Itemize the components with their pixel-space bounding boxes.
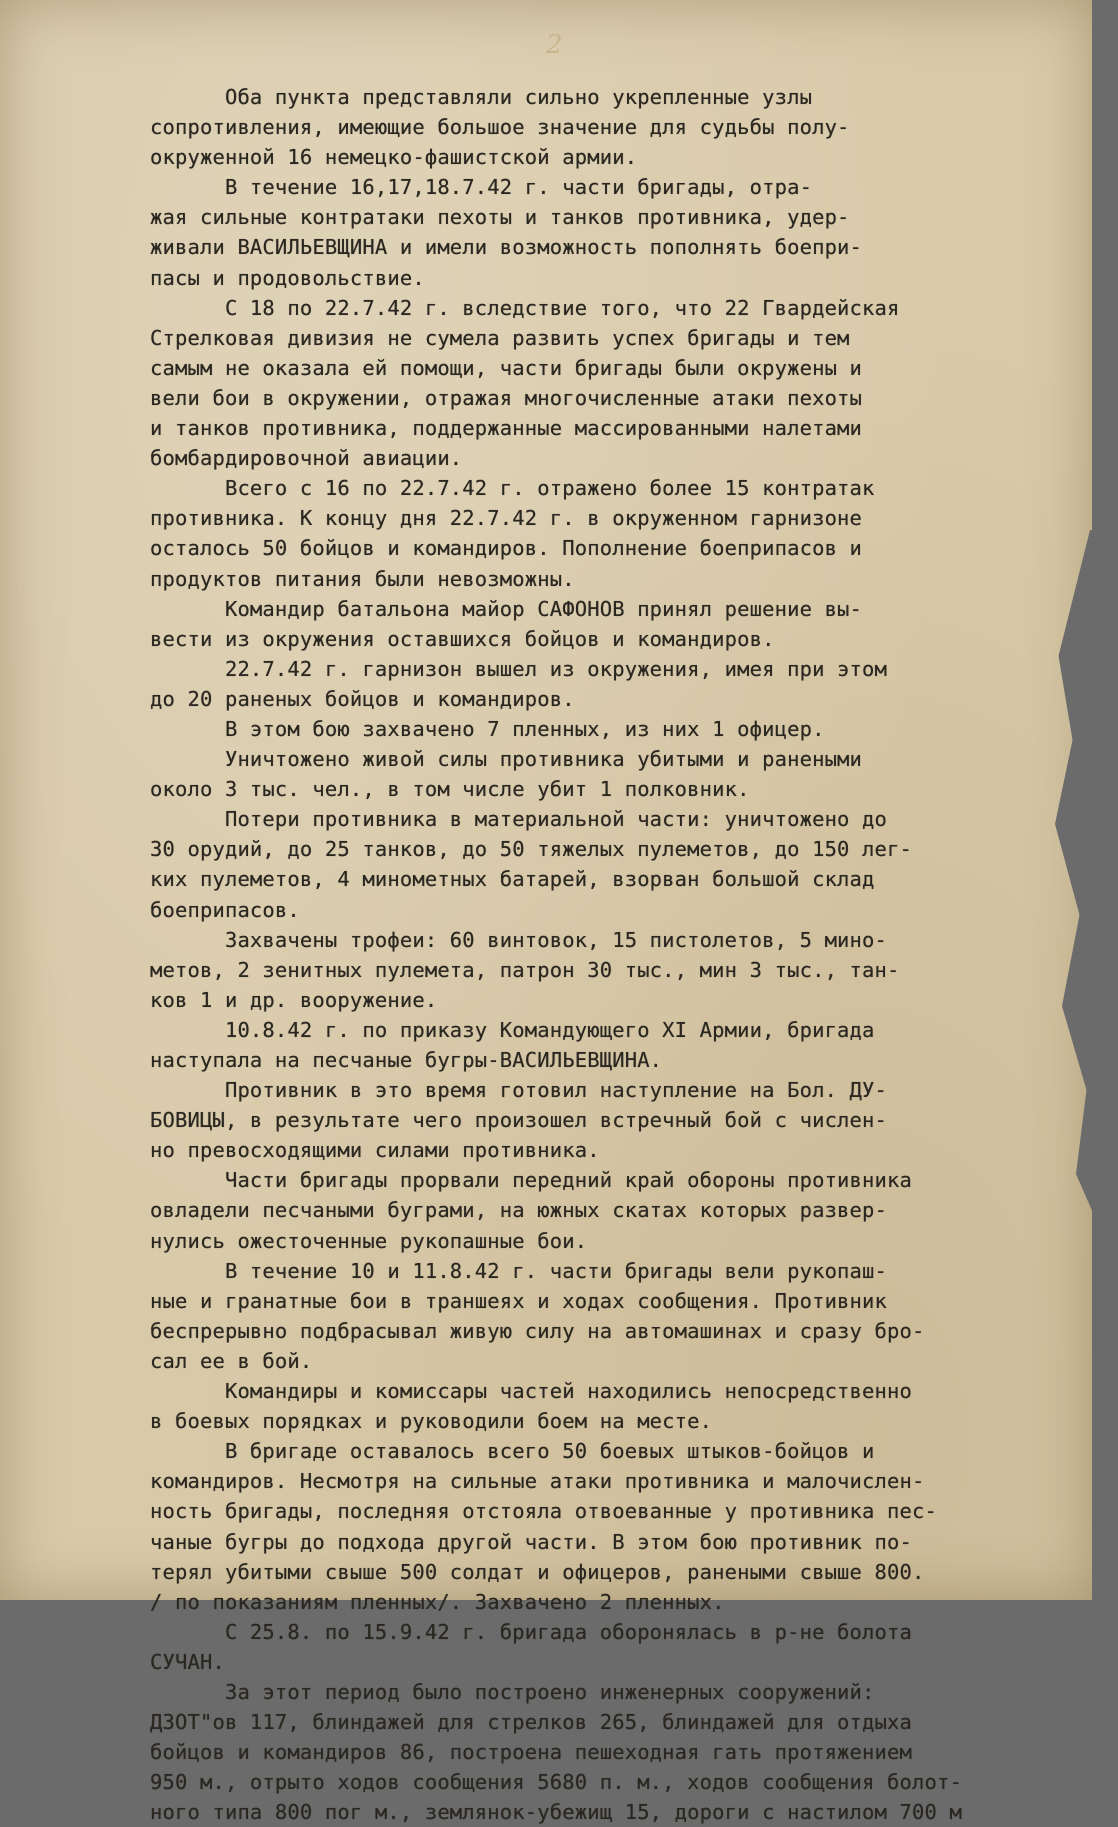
text-line: Захвачены трофеи: 60 винтовок, 15 пистолетов, 5 мино- [150, 927, 888, 952]
text-line: Части бригады прорвали передний край обороны противника [150, 1168, 913, 1193]
text-line: противника. К концу дня 22.7.42 г. в окруженном гарнизоне [150, 506, 863, 531]
typed-text-body [150, 82, 1105, 1827]
text-line: В бригаде оставалось всего 50 боевых штыков-бойцов и [150, 1439, 875, 1464]
text-line: в боевых порядках и руководили боем на месте. [150, 1409, 713, 1434]
text-line: метов, 2 зенитных пулемета, патрон 30 тыс., мин 3 тыс., тан- [150, 957, 900, 982]
text-line: Потери противника в материальной части: уничтожено до [150, 807, 888, 832]
text-line: бойцов и командиров 86, построена пешеходная гать протяжением [150, 1740, 913, 1765]
text-line: ких пулеметов, 4 минометных батарей, взорван большой склад [150, 867, 875, 892]
text-line: боеприпасов. [150, 897, 300, 922]
text-line: БОВИЦЫ, в результате чего произошел встречный бой с числен- [150, 1108, 888, 1133]
text-line: ков 1 и др. вооружение. [150, 987, 438, 1012]
text-line: 950 м., отрыто ходов сообщения 5680 п. м., ходов сообщения болот- [150, 1770, 962, 1795]
text-line: Уничтожено живой силы противника убитыми и ранеными [150, 747, 863, 772]
text-line: нулись ожесточенные рукопашные бои. [150, 1228, 588, 1253]
text-line: СУЧАН. [150, 1649, 225, 1674]
text-line: Стрелковая дивизия не сумела развить успех бригады и тем [150, 325, 850, 350]
text-line: чаные бугры до подхода другой части. В этом бою противник по- [150, 1529, 913, 1554]
text-line: Всего с 16 по 22.7.42 г. отражено более 15 контратак [150, 476, 875, 501]
text-line: бомбардировочной авиации. [150, 446, 463, 471]
text-line: В течение 10 и 11.8.42 г. части бригады вели рукопаш- [150, 1258, 888, 1283]
text-line: живали ВАСИЛЬЕВЩИНА и имели возможность пополнять боепри- [150, 235, 863, 260]
text-line: Противник в это время готовил наступление на Бол. ДУ- [150, 1078, 888, 1103]
text-line: 10.8.42 г. по приказу Командующего XI Армии, бригада [150, 1017, 875, 1042]
text-line: Командиры и комиссары частей находились непосредственно [150, 1379, 913, 1404]
text-line: С 25.8. по 15.9.42 г. бригада оборонялась в р-не болота [150, 1619, 913, 1644]
text-line: самым не оказала ей помощи, части бригады были окружены и [150, 355, 863, 380]
text-line: продуктов питания были невозможны. [150, 566, 575, 591]
text-line: / по показаниям пленных/. Захвачено 2 пленных. [150, 1589, 725, 1614]
text-line: ные и гранатные бои в траншеях и ходах сообщения. Противник [150, 1288, 888, 1313]
text-line: ДЗОТ"ов 117, блиндажей для стрелков 265, блиндажей для отдыха [150, 1710, 913, 1735]
text-line: осталось 50 бойцов и командиров. Пополнение боеприпасов и [150, 536, 863, 561]
text-line: окруженной 16 немецко-фашистской армии. [150, 145, 638, 170]
text-line: командиров. Несмотря на сильные атаки противника и малочислен- [150, 1469, 925, 1494]
text-line: жая сильные контратаки пехоты и танков противника, удер- [150, 205, 850, 230]
text-line: В течение 16,17,18.7.42 г. части бригады, отра- [150, 175, 813, 200]
text-line: За этот период было построено инженерных сооружений: [150, 1679, 875, 1704]
text-line: до 20 раненых бойцов и командиров. [150, 686, 575, 711]
text-line: ность бригады, последняя отстояла отвоеванные у противника пес- [150, 1499, 937, 1524]
text-line: С 18 по 22.7.42 г. вследствие того, что 22 Гвардейская [150, 295, 900, 320]
text-line: Командир батальона майор САФОНОВ принял решение вы- [150, 596, 863, 621]
text-line: ного типа 800 пог м., землянок-убежищ 15, дороги с настилом 700 м [150, 1800, 962, 1825]
text-line: овладели песчаными буграми, на южных скатах которых развер- [150, 1198, 888, 1223]
page-number: 2 [546, 30, 563, 60]
text-line: терял убитыми свыше 500 солдат и офицеров, ранеными свыше 800. [150, 1559, 925, 1584]
text-line: В этом бою захвачено 7 пленных, из них 1 офицер. [150, 716, 825, 741]
text-line: вести из окружения оставшихся бойцов и командиров. [150, 626, 775, 651]
text-line: Оба пункта представляли сильно укрепленные узлы [150, 85, 813, 109]
text-line: пасы и продовольствие. [150, 265, 425, 290]
text-line: и танков противника, поддержанные массированными налетами [150, 416, 863, 441]
text-line: но превосходящими силами противника. [150, 1138, 600, 1163]
text-line: сопротивления, имеющие большое значение для судьбы полу- [150, 115, 850, 140]
text-line: 30 орудий, до 25 танков, до 50 тяжелых пулеметов, до 150 лег- [150, 837, 913, 862]
text-line: наступала на песчаные бугры-ВАСИЛЬЕВЩИНА. [150, 1048, 663, 1072]
text-line: 22.7.42 г. гарнизон вышел из окружения, имея при этом [150, 656, 888, 681]
text-line: беспрерывно подбрасывал живую силу на автомашинах и сразу бро- [150, 1318, 925, 1343]
text-line: вели бои в окружении, отражая многочисленные атаки пехоты [150, 385, 863, 410]
text-line: сал ее в бой. [150, 1348, 313, 1373]
text-line: около 3 тыс. чел., в том числе убит 1 полковник. [150, 777, 750, 802]
